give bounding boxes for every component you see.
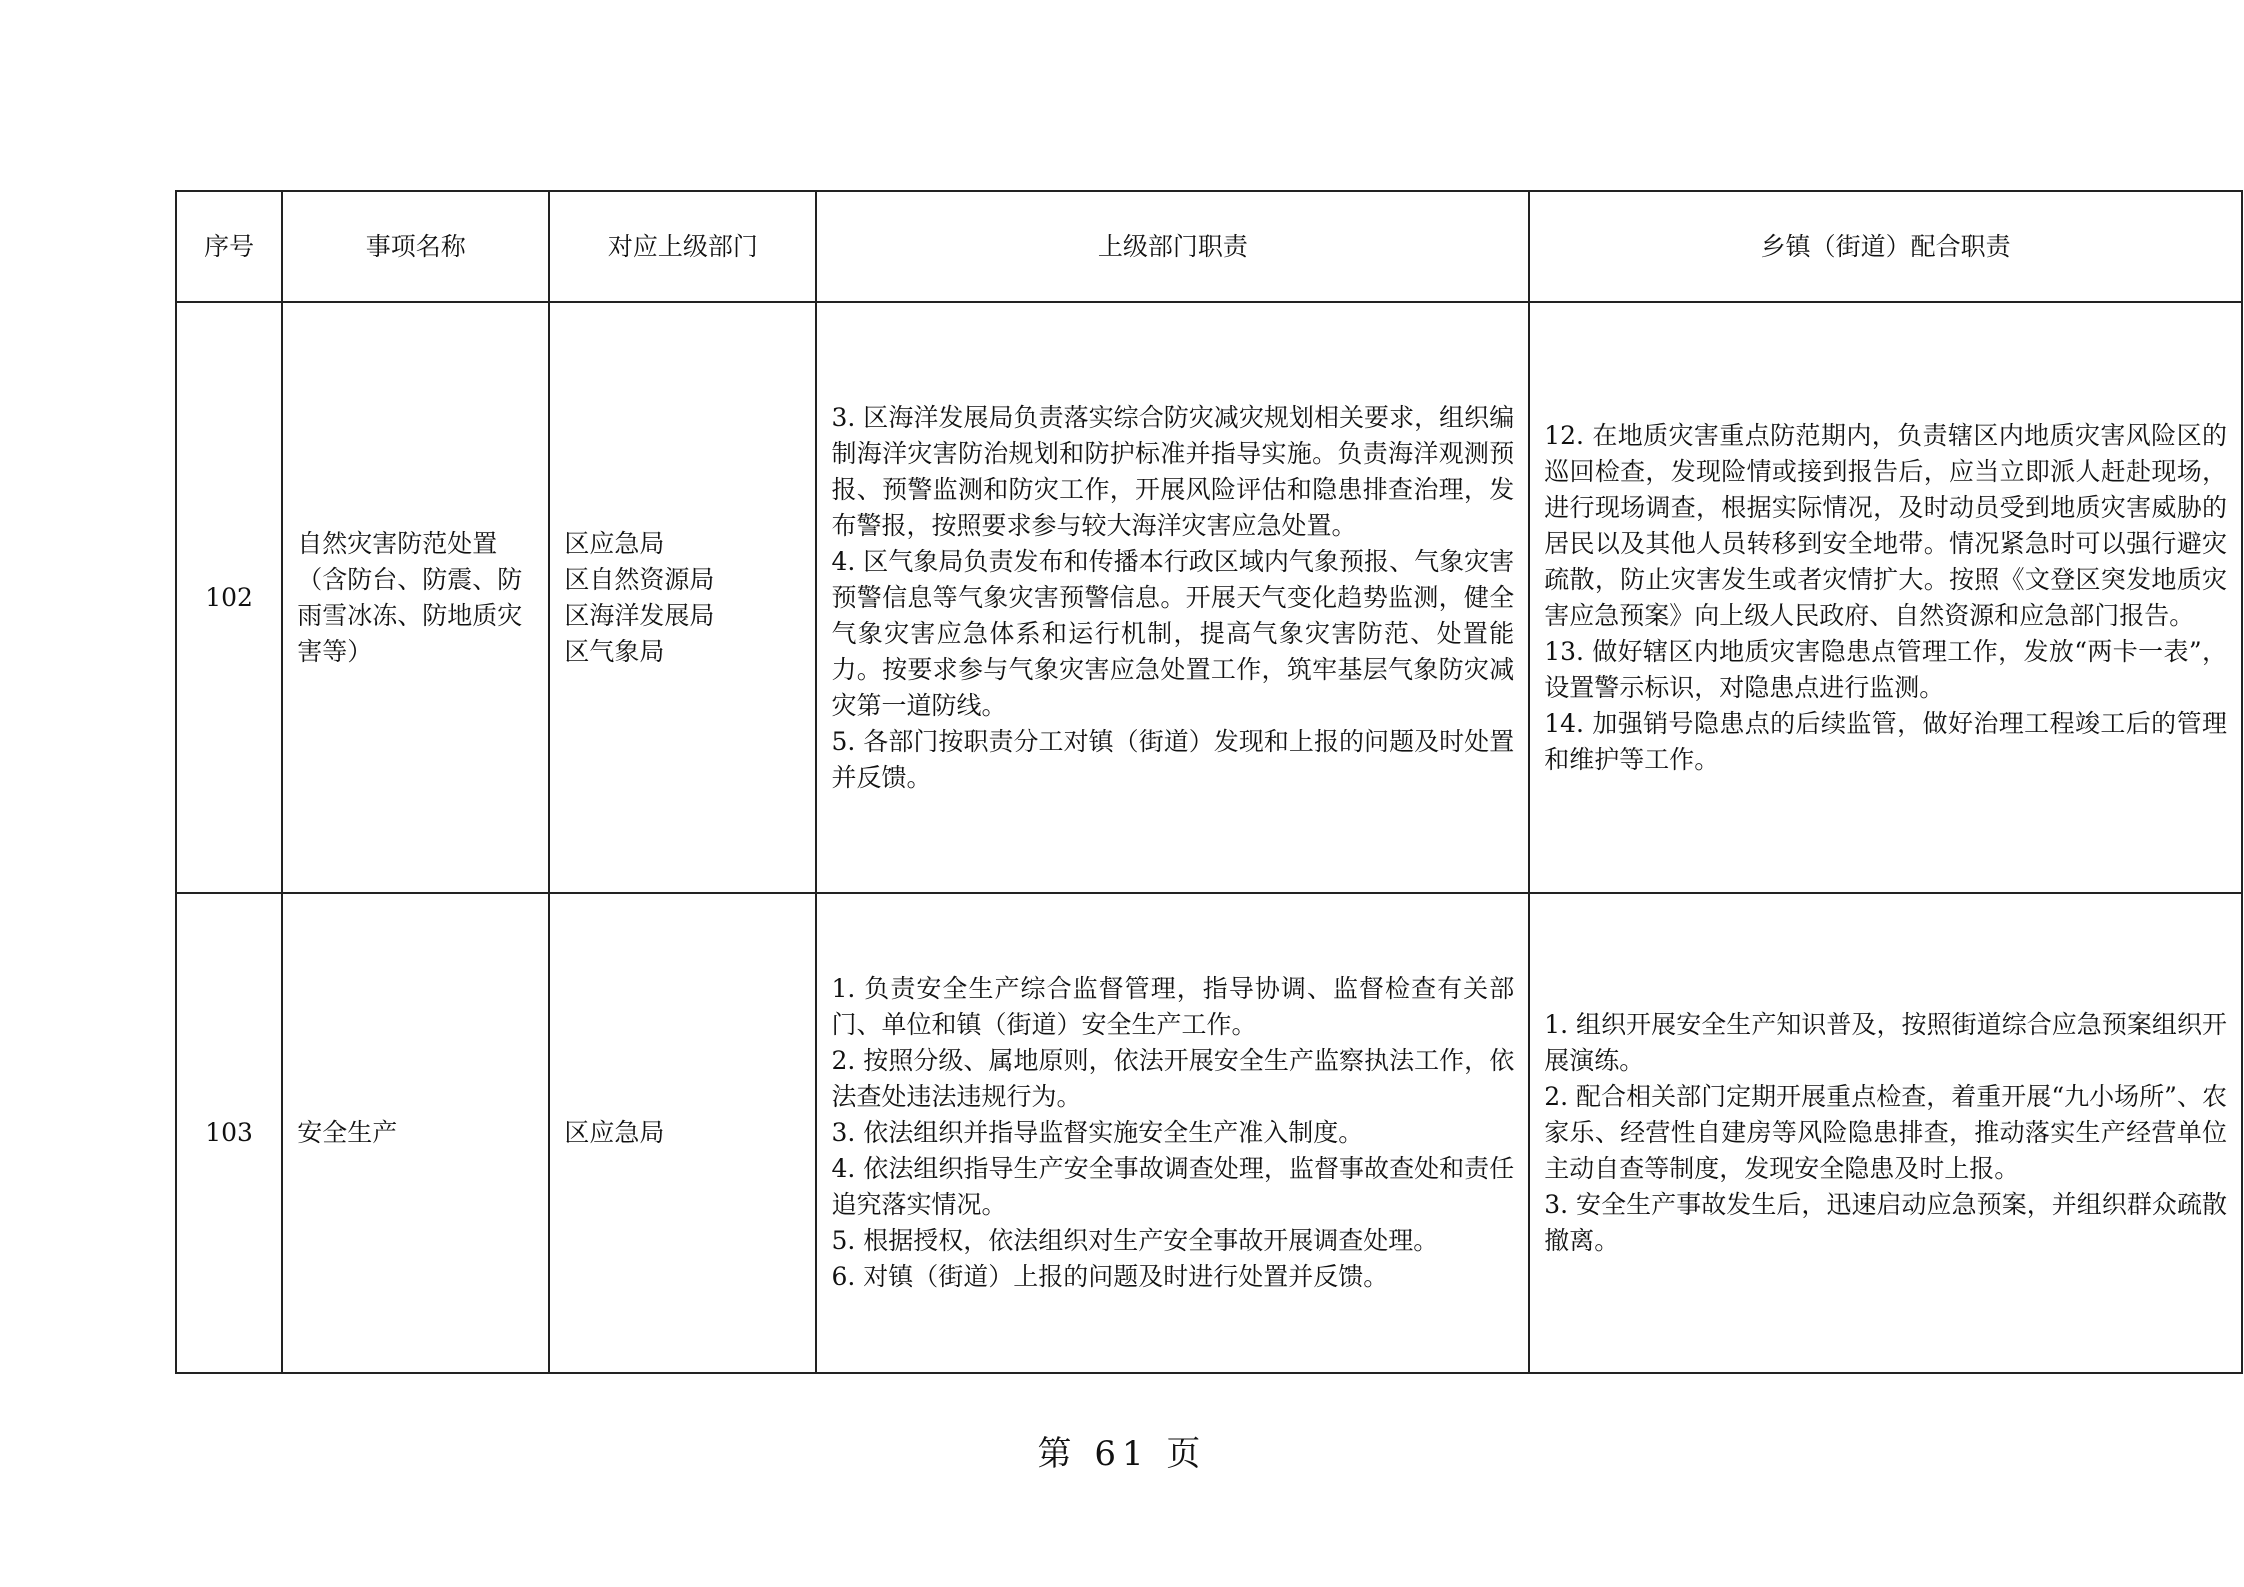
table-row (176, 893, 2242, 1373)
row-township-duties (1529, 893, 2242, 1373)
row-seq: 102 (176, 302, 282, 893)
header-superior-department: 对应上级部门 (549, 191, 816, 302)
duty-paragraph: 1. 负责安全生产综合监督管理，指导协调、监督检查有关部门、单位和镇（街道）安全生产工作。 (831, 974, 1515, 1039)
duty-paragraph: 3. 安全生产事故发生后，迅速启动应急预案，并组织群众疏散撤离。 (1544, 1190, 2227, 1255)
row-departments (549, 893, 816, 1373)
row-seq: 103 (176, 893, 282, 1373)
header-superior-duties: 上级部门职责 (816, 191, 1529, 302)
row-superior-duties (816, 302, 1529, 893)
department-name: 区气象局 (564, 636, 665, 666)
duty-paragraph: 6. 对镇（街道）上报的问题及时进行处置并反馈。 (831, 1262, 1389, 1291)
page-number: 第 61 页 (1037, 1434, 1207, 1474)
row-item-name: 安全生产 (282, 893, 549, 1373)
duty-paragraph: 5. 根据授权，依法组织对生产安全事故开展调查处理。 (831, 1226, 1439, 1255)
header-item-name: 事项名称 (282, 191, 549, 302)
duty-paragraph: 5. 各部门按职责分工对镇（街道）发现和上报的问题及时处置并反馈。 (831, 726, 1515, 792)
responsibility-table (175, 190, 2243, 1374)
duty-paragraph: 14. 加强销号隐患点的后续监管，做好治理工程竣工后的管理和维护等工作。 (1544, 708, 2227, 774)
duty-paragraph: 2. 按照分级、属地原则，依法开展安全生产监察执法工作，依法查处违法违规行为。 (831, 1046, 1515, 1111)
department-name: 区自然资源局 (564, 564, 715, 594)
department-name: 区海洋发展局 (564, 600, 715, 630)
duty-paragraph: 2. 配合相关部门定期开展重点检查，着重开展“九小场所”、农家乐、经营性自建房等风险隐患排查，推动落实生产经营单位主动自查等制度，发现安全隐患及时上报。 (1544, 1082, 2227, 1183)
header-seq: 序号 (176, 191, 282, 302)
duty-paragraph: 3. 依法组织并指导监督实施安全生产准入制度。 (831, 1118, 1364, 1147)
header-township-duties: 乡镇（街道）配合职责 (1529, 191, 2242, 302)
duty-paragraph: 4. 区气象局负责发布和传播本行政区域内气象预报、气象灾害预警信息等气象灾害预警信息。开展天气变化趋势监测，健全气象灾害应急体系和运行机制，提高气象灾害防范、处置能力。按要求参与气象灾害应急处置工作，筑牢基层气象防灾减灾第一道防线。 (831, 546, 1515, 720)
duty-paragraph: 4. 依法组织指导生产安全事故调查处理，监督事故查处和责任追究落实情况。 (831, 1154, 1515, 1219)
row-superior-duties (816, 893, 1529, 1373)
duty-paragraph: 13. 做好辖区内地质灾害隐患点管理工作，发放“两卡一表”，设置警示标识，对隐患点进行监测。 (1544, 636, 2227, 702)
row-item-name: 自然灾害防范处置（含防台、防震、防雨雪冰冻、防地质灾害等） (282, 302, 549, 893)
department-name: 区应急局 (564, 1118, 665, 1147)
table-row (176, 302, 2242, 893)
duty-paragraph: 1. 组织开展安全生产知识普及，按照街道综合应急预案组织开展演练。 (1544, 1010, 2227, 1075)
row-departments (549, 302, 816, 893)
row-township-duties (1529, 302, 2242, 893)
duty-paragraph: 12. 在地质灾害重点防范期内，负责辖区内地质灾害风险区的巡回检查，发现险情或接到报告后，应当立即派人赶赴现场，进行现场调查，根据实际情况，及时动员受到地质灾害威胁的居民以及其他人员转移到安全地带。情况紧急时可以强行避灾疏散，防止灾害发生或者灾情扩大。按照《文登区突发地质灾害应急预案》向上级人民政府、自然资源和应急部门报告。 (1544, 420, 2227, 630)
duty-paragraph: 3. 区海洋发展局负责落实综合防灾减灾规划相关要求，组织编制海洋灾害防治规划和防护标准并指导实施。负责海洋观测预报、预警监测和防灾工作，开展风险评估和隐患排查治理，发布警报，按照要求参与较大海洋灾害应急处置。 (831, 402, 1515, 540)
table-header-row (176, 191, 2242, 302)
department-name: 区应急局 (564, 528, 665, 558)
